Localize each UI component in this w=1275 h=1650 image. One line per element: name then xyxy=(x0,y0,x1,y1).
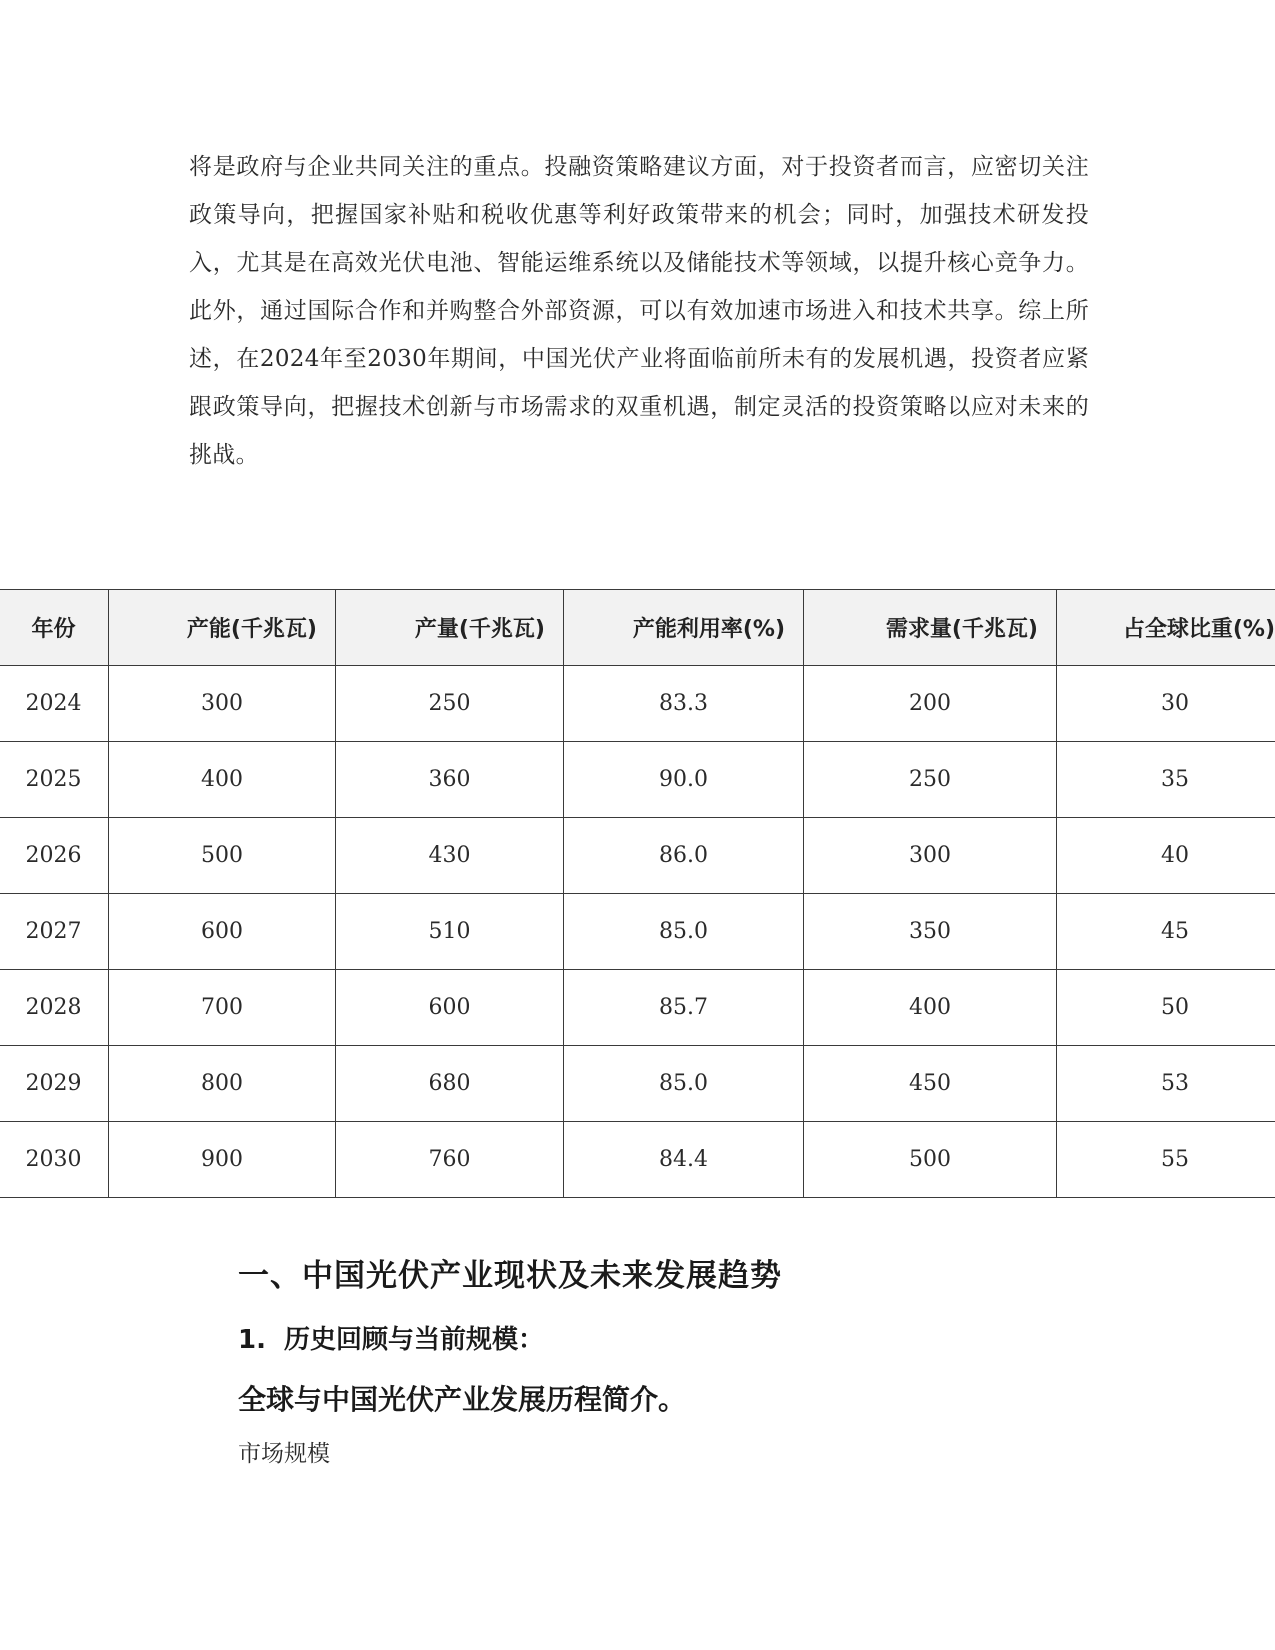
cell-utilization: 84.4 xyxy=(564,1122,804,1198)
cell-utilization: 90.0 xyxy=(564,742,804,818)
table-row xyxy=(0,666,1275,742)
table-header-row xyxy=(0,590,1275,666)
intro-paragraph: 将是政府与企业共同关注的重点。投融资策略建议方面，对于投资者而言，应密切关注政策导向，把握国家补贴和税收优惠等利好政策带来的机会；同时，加强技术研发投入，尤其是在高效光伏电池、智能运维系统以及储能技术等领域，以提升核心竞争力。此外，通过国际合作和并购整合外部资源，可以有效加速市场进入和技术共享。综上所述，在2024年至2030年期间，中国光伏产业将面临前所未有的发展机遇，投资者应紧跟政策导向，把握技术创新与市场需求的双重机遇，制定灵活的投资策略以应对未来的挑战。 xyxy=(189,154,1089,468)
section-title: 一、中国光伏产业现状及未来发展趋势 xyxy=(238,1258,782,1294)
header-output: 产量(千兆瓦) xyxy=(336,590,564,666)
cell-year: 2025 xyxy=(0,742,109,818)
cell-capacity: 600 xyxy=(109,894,336,970)
cell-capacity: 300 xyxy=(109,666,336,742)
table-row xyxy=(0,818,1275,894)
cell-capacity: 700 xyxy=(109,970,336,1046)
cell-year: 2026 xyxy=(0,818,109,894)
cell-global-share: 50 xyxy=(1057,970,1275,1046)
subsection-title: 历史回顾与当前规模： xyxy=(283,1325,544,1355)
sub-subsection-title: 全球与中国光伏产业发展历程简介。 xyxy=(238,1383,687,1416)
capacity-table xyxy=(0,589,1275,1198)
header-utilization: 产能利用率(%) xyxy=(564,590,804,666)
cell-output: 510 xyxy=(336,894,564,970)
header-demand: 需求量(千兆瓦) xyxy=(804,590,1057,666)
cell-demand: 300 xyxy=(804,818,1057,894)
cell-demand: 350 xyxy=(804,894,1057,970)
cell-capacity: 500 xyxy=(109,818,336,894)
cell-demand: 200 xyxy=(804,666,1057,742)
cell-year: 2027 xyxy=(0,894,109,970)
cell-output: 360 xyxy=(336,742,564,818)
cell-global-share: 40 xyxy=(1057,818,1275,894)
cell-year: 2024 xyxy=(0,666,109,742)
table-row xyxy=(0,894,1275,970)
cell-global-share: 53 xyxy=(1057,1046,1275,1122)
cell-year: 2029 xyxy=(0,1046,109,1122)
cell-output: 250 xyxy=(336,666,564,742)
data-table-container xyxy=(0,589,1275,1198)
cell-utilization: 86.0 xyxy=(564,818,804,894)
cell-output: 680 xyxy=(336,1046,564,1122)
body-text: 市场规模 xyxy=(238,1441,330,1467)
cell-utilization: 85.0 xyxy=(564,1046,804,1122)
cell-global-share: 55 xyxy=(1057,1122,1275,1198)
cell-year: 2030 xyxy=(0,1122,109,1198)
cell-output: 600 xyxy=(336,970,564,1046)
header-year: 年份 xyxy=(0,590,109,666)
cell-capacity: 800 xyxy=(109,1046,336,1122)
cell-global-share: 30 xyxy=(1057,666,1275,742)
header-global-share: 占全球比重(%) xyxy=(1057,590,1275,666)
cell-output: 760 xyxy=(336,1122,564,1198)
cell-capacity: 400 xyxy=(109,742,336,818)
cell-demand: 400 xyxy=(804,970,1057,1046)
table-row xyxy=(0,1122,1275,1198)
cell-global-share: 45 xyxy=(1057,894,1275,970)
cell-demand: 450 xyxy=(804,1046,1057,1122)
table-row xyxy=(0,1046,1275,1122)
subsection-heading xyxy=(238,1319,544,1356)
table-row xyxy=(0,970,1275,1046)
cell-output: 430 xyxy=(336,818,564,894)
table-row xyxy=(0,742,1275,818)
cell-year: 2028 xyxy=(0,970,109,1046)
cell-demand: 500 xyxy=(804,1122,1057,1198)
cell-utilization: 85.7 xyxy=(564,970,804,1046)
cell-utilization: 85.0 xyxy=(564,894,804,970)
cell-global-share: 35 xyxy=(1057,742,1275,818)
cell-utilization: 83.3 xyxy=(564,666,804,742)
subsection-number: 1. xyxy=(238,1325,266,1355)
cell-capacity: 900 xyxy=(109,1122,336,1198)
cell-demand: 250 xyxy=(804,742,1057,818)
header-capacity: 产能(千兆瓦) xyxy=(109,590,336,666)
